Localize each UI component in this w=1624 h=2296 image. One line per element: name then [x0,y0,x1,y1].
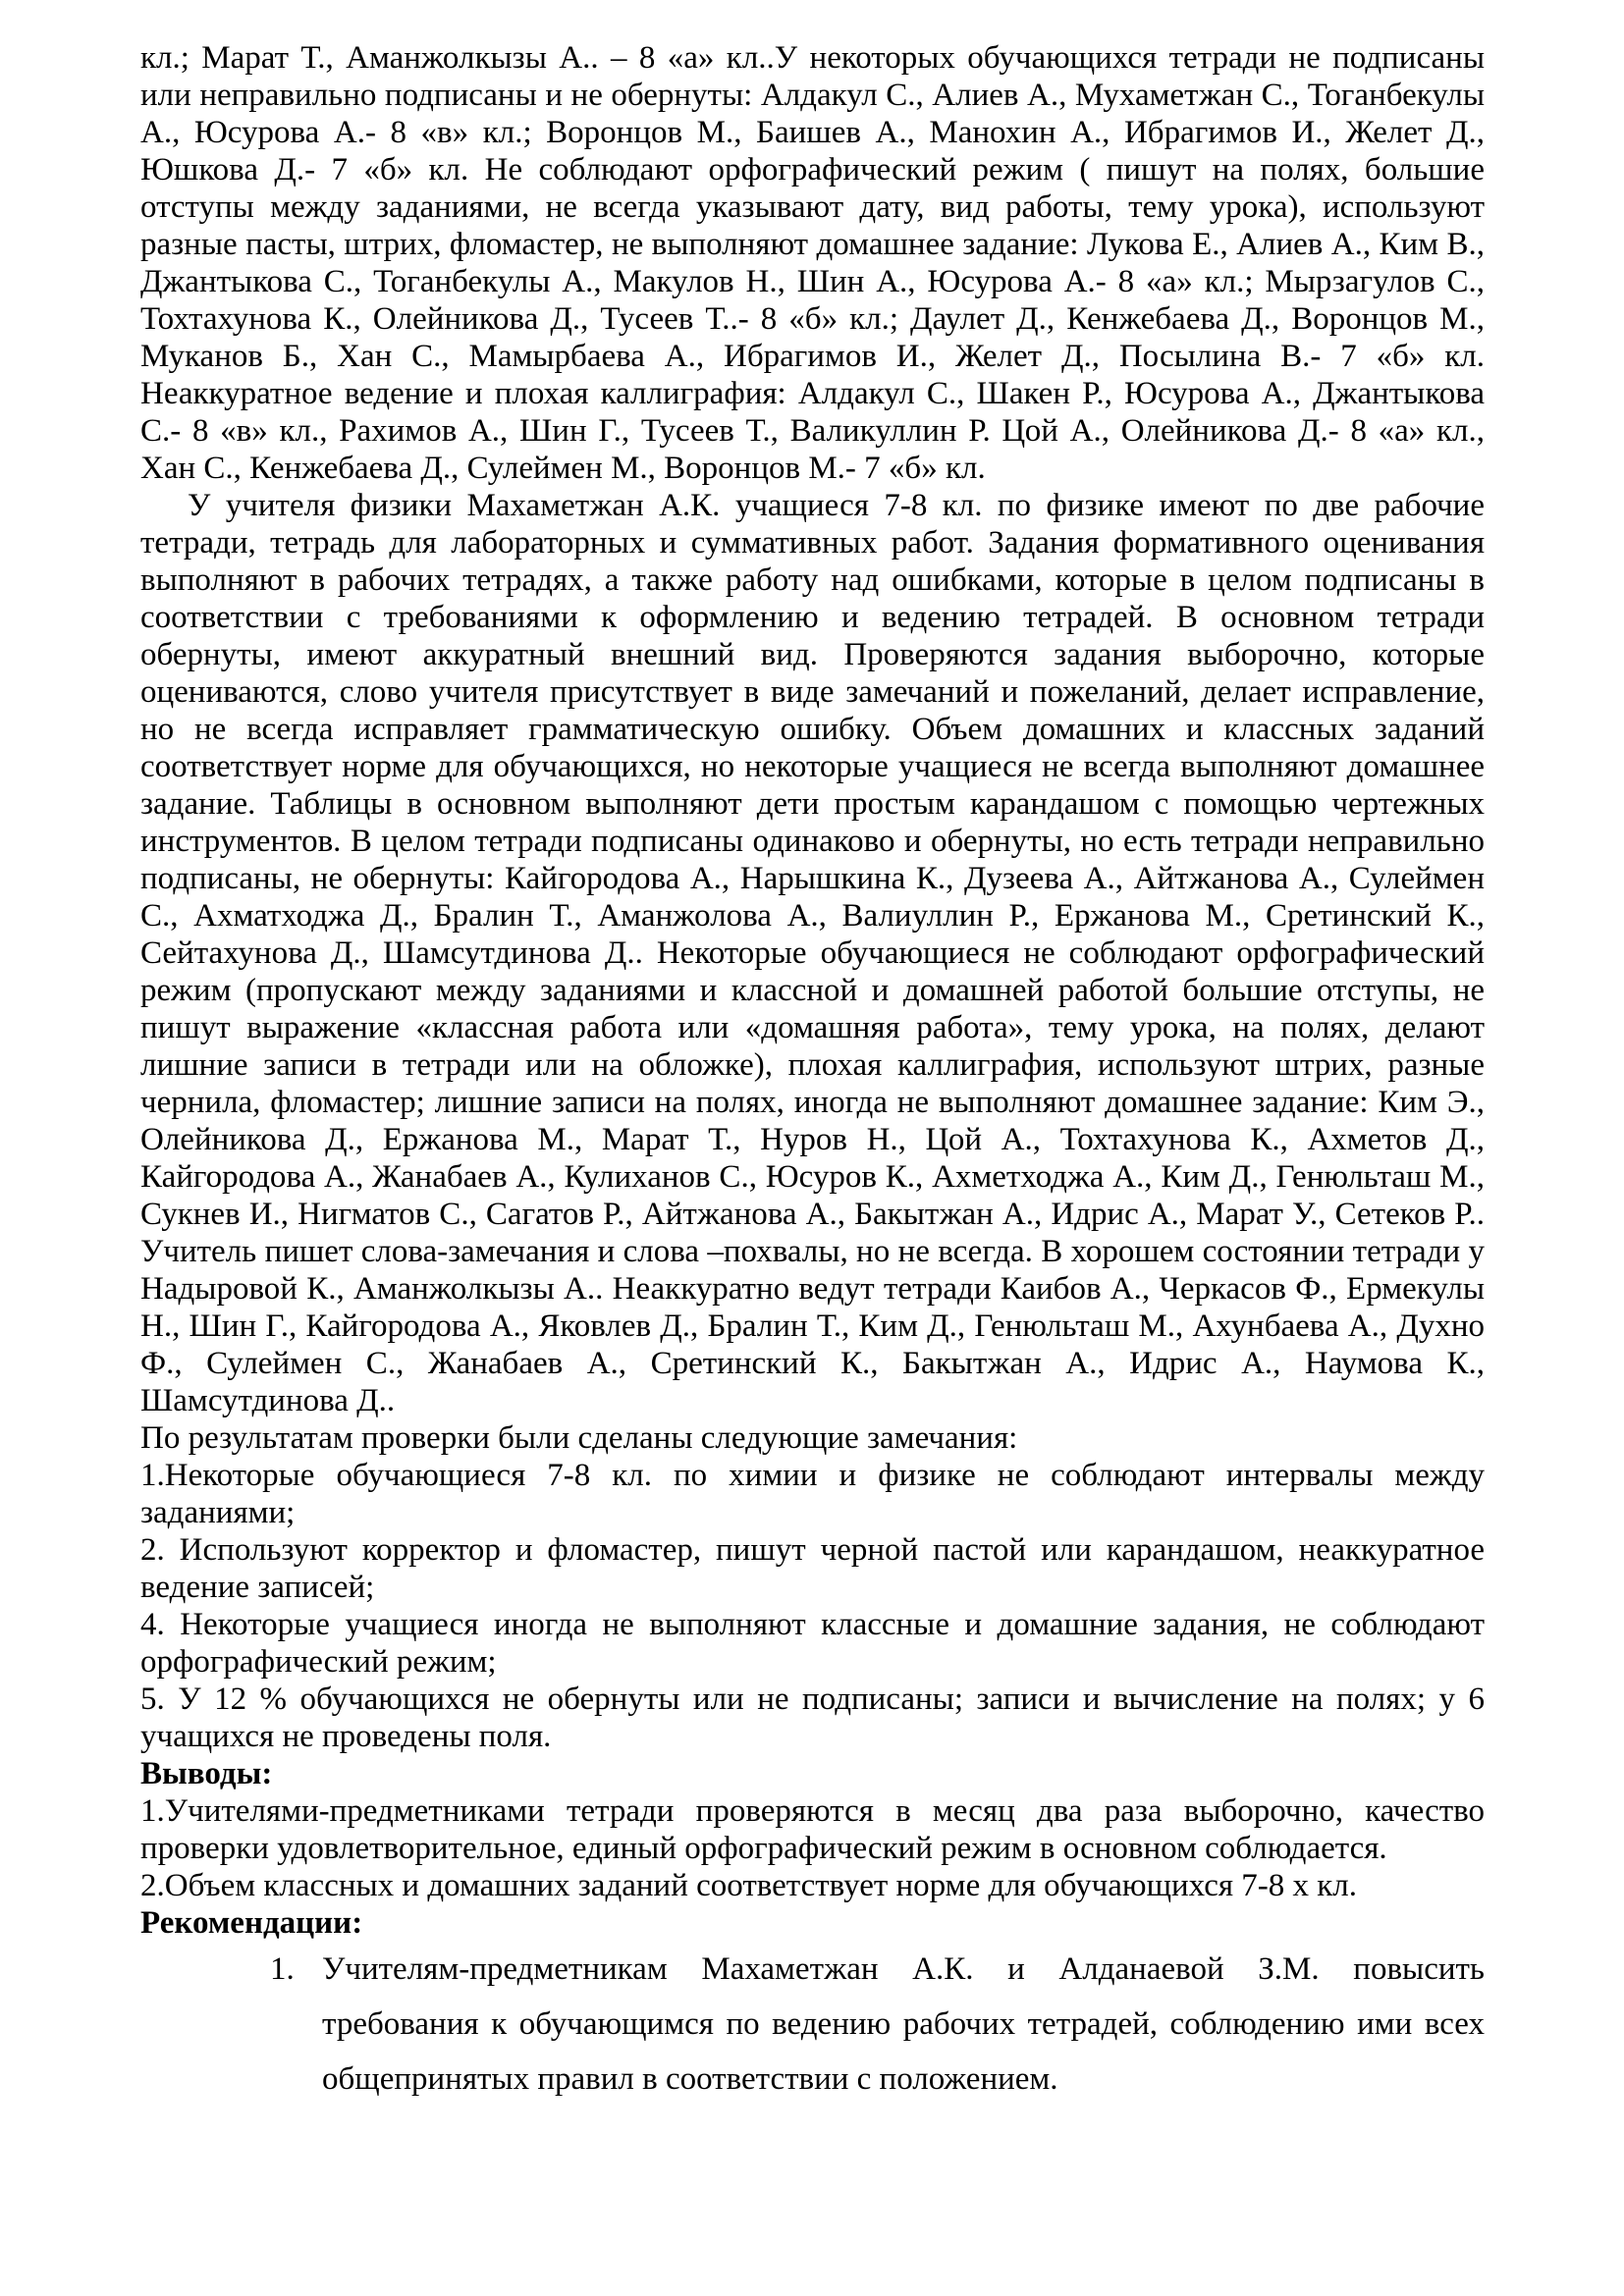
remark-item-1: 1.Некоторые обучающиеся 7-8 кл. по химии и физике не соблюдают интервалы между заданиями; [140,1458,1485,1530]
recommendation-item [140,1942,1485,2107]
conclusions-heading: Выводы: [140,1756,273,1791]
conclusion-item-1: 1.Учителями-предметниками тетради проверяются в месяц два раза выборочно, качество проверки удовлетворительное, единый орфографический режим в основном соблюдается. [140,1793,1485,1866]
remark-item-2: 2. Используют корректор и фломастер, пишут черной пастой или карандашом, неаккуратное ведение записей; [140,1532,1485,1605]
paragraph-physics-teacher: У учителя физики Махаметжан А.К. учащиеся 7-8 кл. по физике имеют по две рабочие тетради, тетрадь для лабораторных и суммативных работ. Задания формативного оценивания выполняют в рабочих тетрадях, а также работу над ошибками, которые в целом подписаны в соответствии с требованиями к оформлению и ведению тетрадей. В основном тетради обернуты, имеют аккуратный внешний вид. Проверяются задания выборочно, которые оцениваются, слово учителя присутствует в виде замечаний и пожеланий, делает исправление, но не всегда исправляет грамматическую ошибку. Объем домашних и классных заданий соответствует норме для обучающихся, но некоторые учащиеся не всегда выполняют домашнее задание. Таблицы в основном выполняют дети простым карандашом с помощью чертежных инструментов. В целом тетради подписаны одинаково и обернуты, но есть тетради неправильно подписаны, не обернуты: Кайгородова А., Нарышкина К., Дузеева А., Айтжанова А., Сулеймен С., Ахматходжа Д., Бралин Т., Аманжолова А., Валиуллин Р., Ержанова М., Сретинский К., Сейтахунова Д., Шамсутдинова Д.. Некоторые обучающиеся не соблюдают орфографический режим (пропускают между заданиями и классной и домашней работой большие отступы, не пишут выражение «классная работа или «домашняя работа», тему урока, на полях, делают лишние записи в тетради или на обложке), плохая каллиграфия, используют штрих, разные чернила, фломастер; лишние записи на полях, иногда не выполняют домашнее задание: Ким Э., Олейникова Д., Ержанова М., Марат Т., Нуров Н., Цой А., Тохтахунова К., Ахметов Д., Кайгородова А., Жанабаев А., Кулиханов С., Юсуров К., Ахметходжа А., Ким Д., Генюльташ М., Сукнев И., Нигматов С., Сагатов Р., Айтжанова А., Бакытжан А., Идрис А., Марат У., Сетеков Р.. Учитель пишет слова-замечания и слова –похвалы, но не всегда. В хорошем состоянии тетради у Надыровой К., Аманжолкызы А.. Неаккуратно ведут тетради Каибов А., Черкасов Ф., Ермекулы Н., Шин Г., Кайгородова А., Яковлев Д., Бралин Т., Ким Д., Генюльташ М., Ахунбаева А., Духно Ф., Сулеймен С., Жанабаев А., Сретинский К., Бакытжан А., Идрис А., Наумова К., Шамсутдинова Д.. [140,488,1485,1418]
remark-item-4: 4. Некоторые учащиеся иногда не выполняют классные и домашние задания, не соблюдают орфографический режим; [140,1607,1485,1680]
remarks-intro: По результатам проверки были сделаны следующие замечания: [140,1420,1018,1456]
recommendations-heading: Рекомендации: [140,1905,363,1941]
paragraph-notebook-violations: кл.; Марат Т., Аманжолкызы А.. – 8 «а» кл..У некоторых обучающихся тетради не подписаны или неправильно подписаны и не обернуты: Алдакул С., Алиев А., Мухаметжан С., Тоганбекулы А., Юсурова А.- 8 «в» кл.; Воронцов М., Баишев А., Манохин А., Ибрагимов И., Желет Д., Юшкова Д.- 7 «б» кл. Не соблюдают орфографический режим ( пишут на полях, большие отступы между заданиями, не всегда указывают дату, вид работы, тему урока), используют разные пасты, штрих, фломастер, не выполняют домашнее задание: Лукова Е., Алиев А., Ким В., Джантыкова С., Тоганбекулы А., Макулов Н., Шин А., Юсурова А.- 8 «а» кл.; Мырзагулов С., Тохтахунова К., Олейникова Д., Тусеев Т..- 8 «б» кл.; Даулет Д., Кенжебаева Д., Воронцов М., Муканов Б., Хан С., Мамырбаева А., Ибрагимов И., Желет Д., Посылина В.- 7 «б» кл. Неаккуратное ведение и плохая каллиграфия: Алдакул С., Шакен Р., Юсурова А., Джантыкова С.- 8 «в» кл., Рахимов А., Шин Г., Тусеев Т., Валикуллин Р. Цой А., Олейникова Д.- 8 «а» кл., Хан С., Кенжебаева Д., Сулеймен М., Воронцов М.- 7 «б» кл. [140,40,1485,486]
conclusion-item-2: 2.Объем классных и домашних заданий соответствует норме для обучающихся 7-8 х кл. [140,1868,1358,1903]
remark-item-5: 5. У 12 % обучающихся не обернуты или не подписаны; записи и вычисление на полях; у 6 учащихся не проведены поля. [140,1682,1485,1754]
recommendation-number: 1. [270,1951,295,1987]
recommendation-text: Учителям-предметникам Махаметжан А.К. и Алданаевой З.М. повысить требования к обучающимся по ведению рабочих тетрадей, соблюдению ими всех общепринятых правил в соответствии с положением. [322,1951,1485,2097]
